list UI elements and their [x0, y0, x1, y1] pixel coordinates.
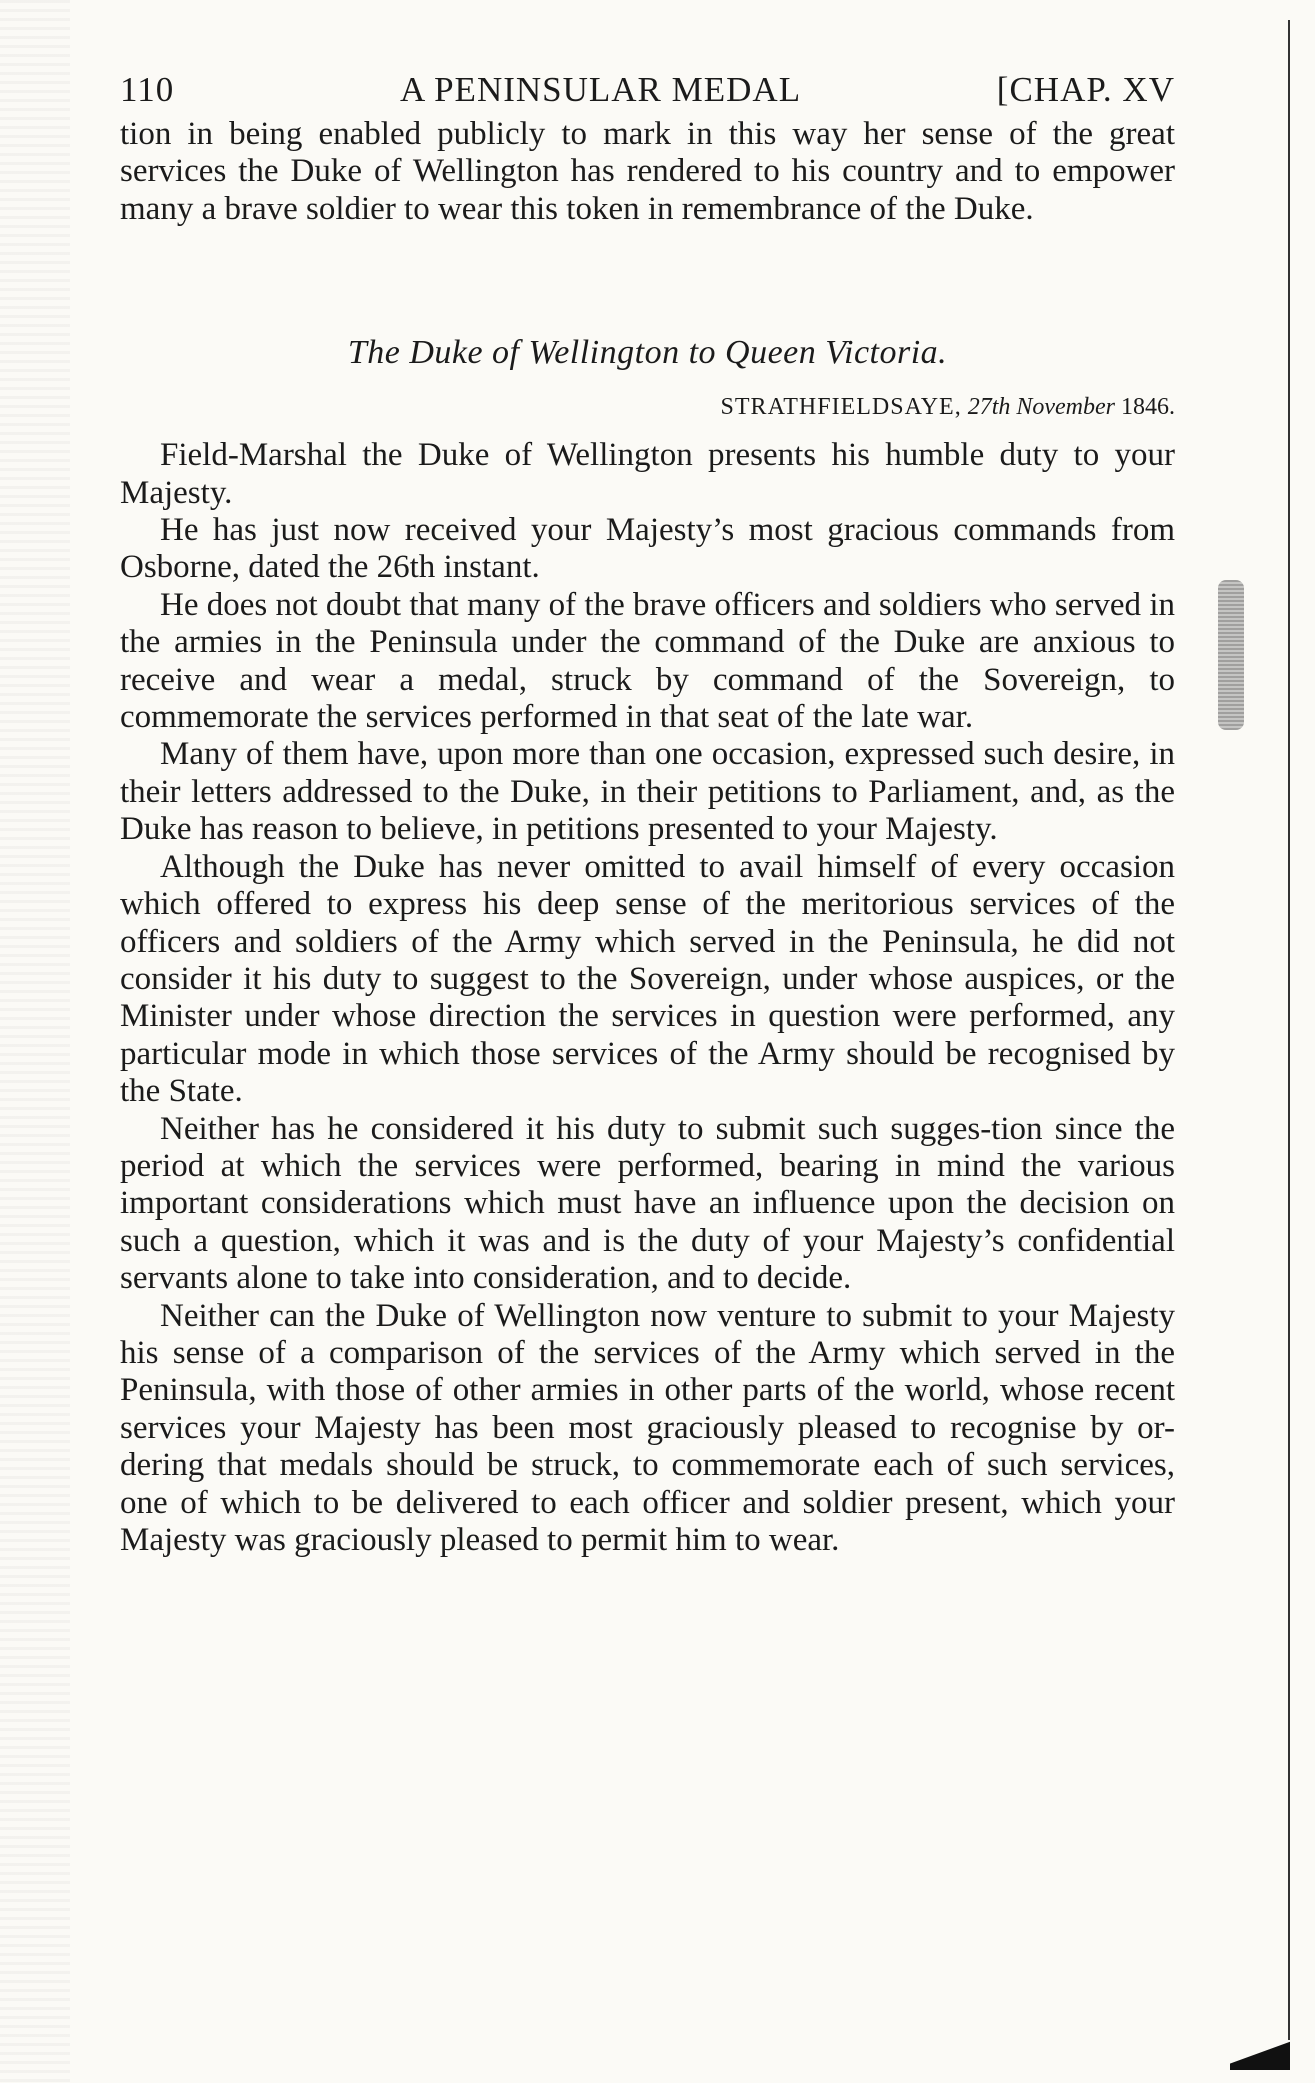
running-head	[120, 70, 1175, 116]
letter-place: STRATHFIELDSAYE,	[720, 394, 962, 421]
letter-paragraph: Many of them have, upon more than one occasion, expressed such desire, in their letters addressed to the Duke, in their petitions to Parliament, and, as the Duke has reason to believe, in petitions presented to your Majesty.	[120, 736, 1175, 848]
letter-dateline	[120, 394, 1175, 421]
letter-paragraph: Neither has he considered it his duty to submit such sugges-tion since the period at which the services were performed, bearing in mind the various important considerations which must have an influence upon the decision on such a question, which it was and is the duty of your Majesty’s confidential servants alone to take into consideration, and to decide.	[120, 1110, 1175, 1297]
running-title: A PENINSULAR MEDAL	[400, 70, 802, 109]
letter-paragraph: Although the Duke has never omitted to avail himself of every occasion which offered to express his deep sense of the meritorious services of the officers and soldiers of the Army which served in the Peninsula, he did not consider it his duty to suggest to the Sovereign, under whose auspices, or the Minister under whose direction the services in question were performed, any particular mode in which those services of the Army should be recognised by the State.	[120, 848, 1175, 1110]
letter-year: 1846.	[1121, 394, 1175, 421]
page-border-line	[1288, 20, 1290, 2040]
letter-paragraph: He has just now received your Majesty’s most gracious commands from Osborne, dated the 26th instant.	[120, 512, 1175, 586]
letter-heading: The Duke of Wellington to Queen Victoria.	[347, 334, 948, 372]
page-number: 110	[120, 70, 175, 109]
page-edge-shadow	[0, 0, 70, 2083]
page-corner-mark	[1230, 2040, 1290, 2070]
book-page	[120, 70, 1175, 1559]
letter-paragraph: Neither can the Duke of Wellington now venture to submit to your Majesty his sense of a comparison of the services of the Army which served in the Peninsula, with those of other armies in other parts of the world, whose recent services your Majesty has been most graciously pleased to recognise by or-dering that medals should be struck, to commemorate each of such services, one of which to be delivered to each officer and soldier present, which your Majesty was graciously pleased to permit him to wear.	[120, 1297, 1175, 1558]
letter-paragraph: Field-Marshal the Duke of Wellington presents his humble duty to your Majesty.	[120, 437, 1175, 511]
chapter-label: [CHAP. XV	[996, 70, 1175, 109]
letter-date: 27th November	[967, 394, 1115, 421]
ink-smudge	[1218, 580, 1244, 730]
letter-paragraph: He does not doubt that many of the brave officers and soldiers who served in the armies in the Peninsula under the command of the Duke are anxious to receive and wear a medal, struck by command of the Sovereign, to commemorate the services performed in that seat of the late war.	[120, 586, 1175, 736]
opening-paragraph: tion in being enabled publicly to mark in this way her sense of the great services the Duke of Wellington has rendered to his country and to empower many a brave soldier to wear this token in remembrance of the Duke.	[120, 116, 1175, 227]
